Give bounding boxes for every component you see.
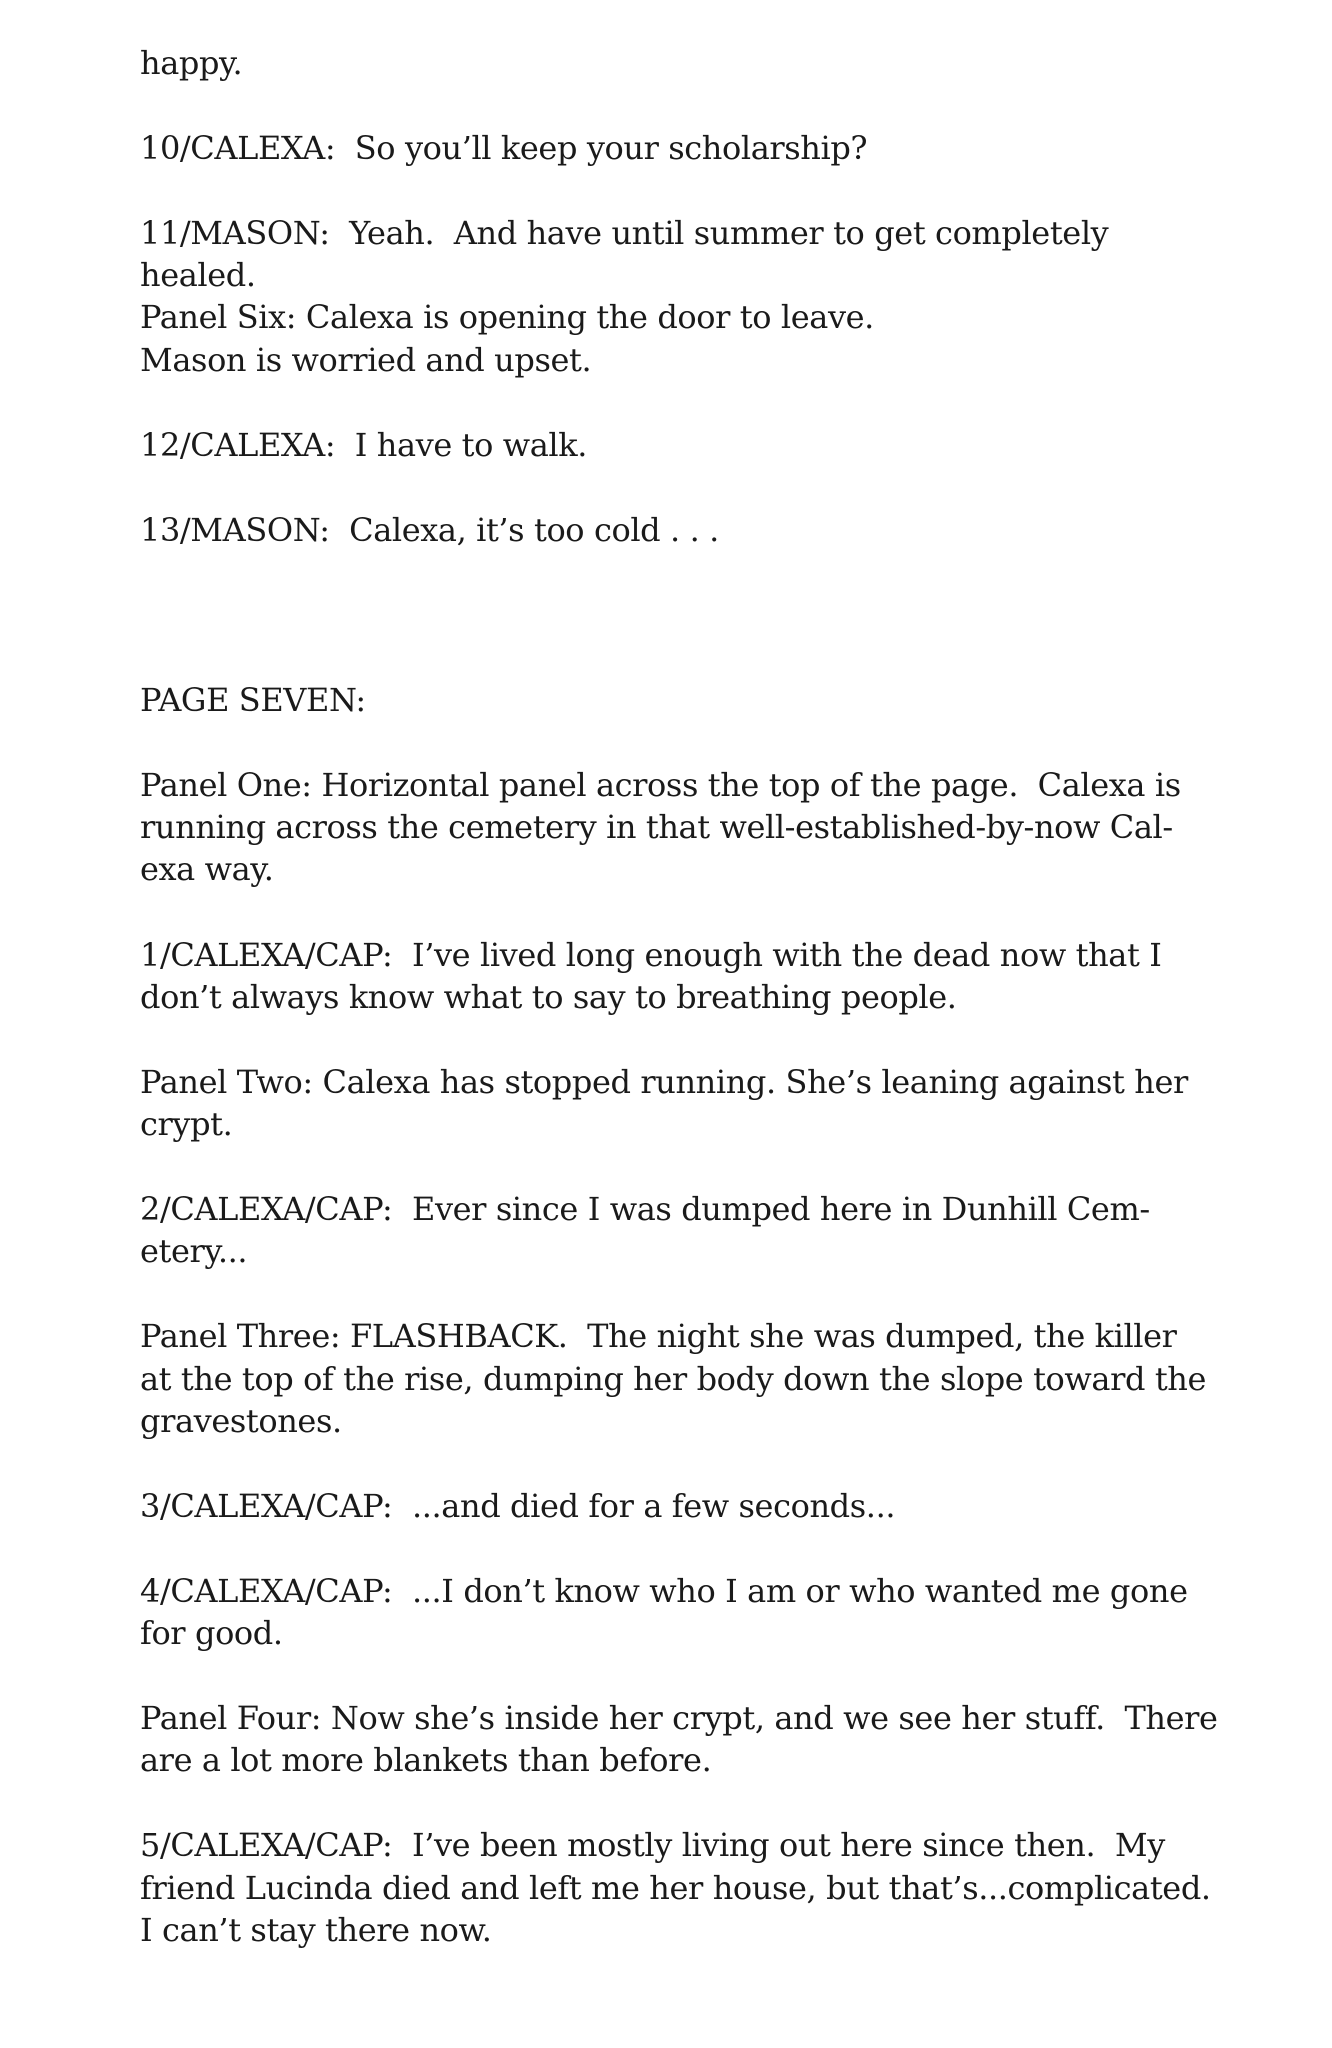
panel-description: Mason is worried and upset. <box>140 341 592 379</box>
dialogue-line: 13/MASON: Calexa, it’s too cold . . . <box>140 511 719 549</box>
page-heading: PAGE SEVEN: <box>140 681 366 719</box>
panel-description: crypt. <box>140 1105 233 1143</box>
panel-description: Panel Four: Now she’s inside her crypt, and we see her stuff. There <box>140 1699 1218 1737</box>
panel-description: gravestones. <box>140 1402 342 1440</box>
panel-description: Panel Six: Calexa is opening the door to leave. <box>140 298 874 336</box>
script-line: healed. <box>140 256 256 294</box>
caption-line: etery... <box>140 1232 248 1270</box>
caption-line: I can’t stay there now. <box>140 1911 492 1949</box>
panel-description: Panel Three: FLASHBACK. The night she was dumped, the killer <box>140 1317 1177 1355</box>
panel-description: Panel One: Horizontal panel across the top of the page. Calexa is <box>140 766 1181 804</box>
dialogue-line: 10/CALEXA: So you’ll keep your scholarship? <box>140 129 868 167</box>
caption-line: 1/CALEXA/CAP: I’ve lived long enough with the dead now that I <box>140 936 1162 974</box>
caption-line: friend Lucinda died and left me her house, but that’s...complicated. <box>140 1869 1211 1907</box>
caption-line: for good. <box>140 1614 283 1652</box>
caption-line: 2/CALEXA/CAP: Ever since I was dumped here in Dunhill Cem- <box>140 1190 1150 1228</box>
script-line: happy. <box>140 44 243 82</box>
dialogue-line: 11/MASON: Yeah. And have until summer to get completely <box>140 214 1109 252</box>
caption-line: 3/CALEXA/CAP: ...and died for a few seconds... <box>140 1487 896 1525</box>
panel-description: are a lot more blankets than before. <box>140 1741 712 1779</box>
panel-description: at the top of the rise, dumping her body down the slope toward the <box>140 1360 1207 1398</box>
dialogue-line: 12/CALEXA: I have to walk. <box>140 426 588 464</box>
panel-description: exa way. <box>140 850 274 888</box>
caption-line: don’t always know what to say to breathing people. <box>140 978 957 1016</box>
caption-line: 5/CALEXA/CAP: I’ve been mostly living out here since then. My <box>140 1826 1165 1864</box>
panel-description: running across the cemetery in that well-established-by-now Cal- <box>140 808 1173 846</box>
panel-description: Panel Two: Calexa has stopped running. She’s leaning against her <box>140 1063 1188 1101</box>
caption-line: 4/CALEXA/CAP: ...I don’t know who I am or who wanted me gone <box>140 1572 1188 1610</box>
